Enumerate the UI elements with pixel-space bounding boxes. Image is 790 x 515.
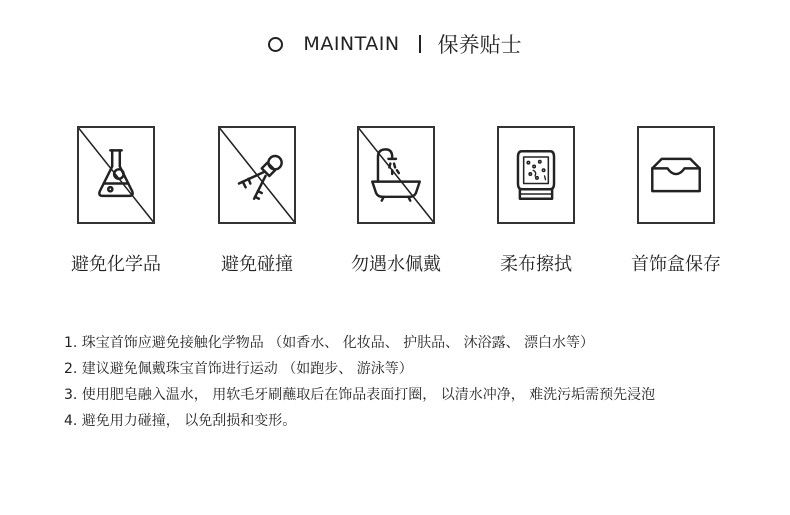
tip-item: 3. 使用肥皂融入温水， 用软毛牙刷蘸取后在饰品表面打圈， 以清水冲净， 难洗污垢需预先浸泡 bbox=[64, 387, 656, 403]
tip-item: 2. 建议避免佩戴珠宝首饰进行运动 （如跑步、 游泳等） bbox=[64, 361, 413, 377]
jewelry-box-icon bbox=[637, 126, 715, 224]
circle-icon bbox=[268, 37, 283, 52]
title-chinese: 保养贴士 bbox=[437, 33, 522, 57]
shower-bathtub-icon bbox=[357, 126, 435, 224]
tip-item: 4. 避免用力碰撞， 以免刮损和变形。 bbox=[64, 413, 297, 429]
care-label: 柔布擦拭 bbox=[500, 254, 572, 275]
care-label: 避免碰撞 bbox=[221, 254, 293, 275]
care-label: 首饰盒保存 bbox=[631, 254, 721, 275]
care-item-storage bbox=[621, 126, 731, 276]
title-divider bbox=[419, 35, 421, 53]
care-item-cloth bbox=[481, 126, 591, 276]
keys-icon bbox=[218, 126, 296, 224]
tip-item: 1. 珠宝首饰应避免接触化学物品 （如香水、 化妆品、 护肤品、 沐浴露、 漂白水等） bbox=[64, 335, 595, 351]
care-item-collision bbox=[202, 126, 312, 276]
flask-icon bbox=[77, 126, 155, 224]
title-english: MAINTAIN bbox=[303, 33, 400, 55]
page-header bbox=[0, 26, 790, 62]
care-tips-list bbox=[64, 330, 764, 434]
care-item-chemicals bbox=[61, 126, 171, 276]
cleaning-cloth-icon bbox=[497, 126, 575, 224]
care-label: 避免化学品 bbox=[71, 254, 161, 275]
care-item-water bbox=[341, 126, 451, 276]
care-label: 勿遇水佩戴 bbox=[351, 254, 441, 275]
